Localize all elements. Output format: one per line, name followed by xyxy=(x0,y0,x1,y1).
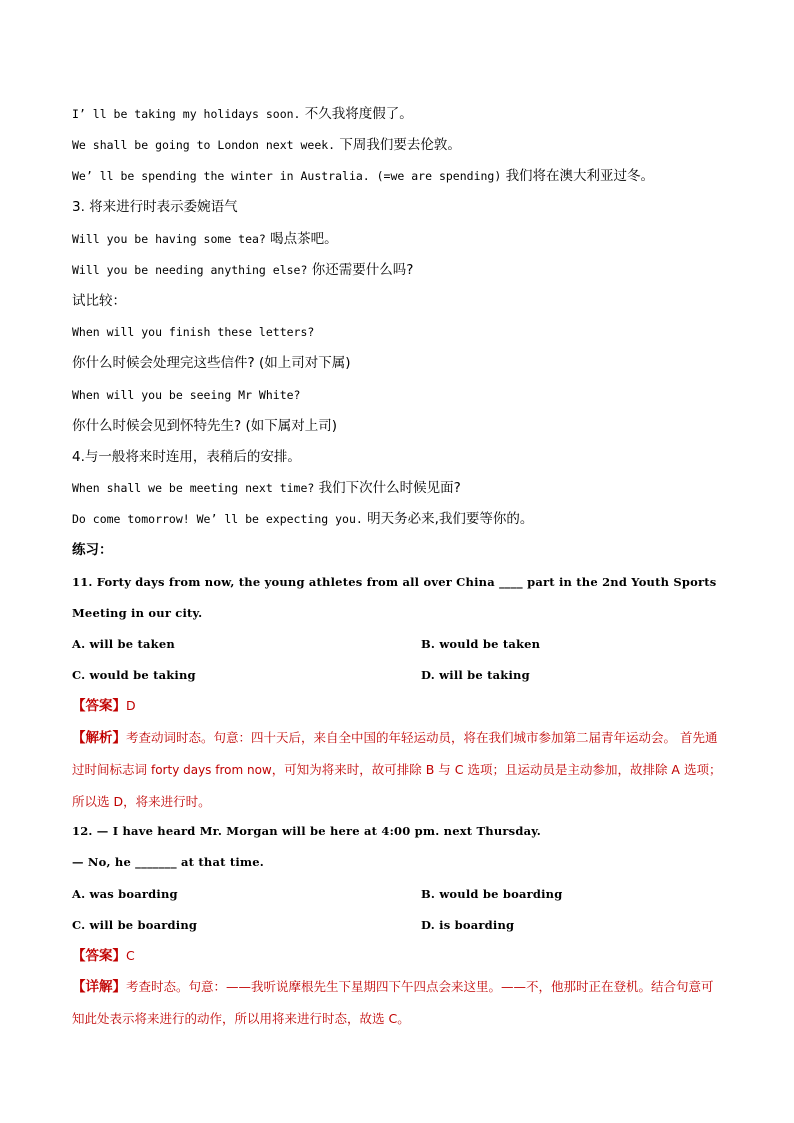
option-c: C. would be taking xyxy=(72,668,196,682)
example-needing: Will you be needing anything else? 你还需要什么吗? xyxy=(72,262,414,278)
example-australia: We’ ll be spending the winter in Australia. (=we are spending) 我们将在澳大利亚过冬。 xyxy=(72,168,655,184)
question-12-stem: 12. — I have heard Mr. Morgan will be here at 4:00 pm. next Thursday. xyxy=(72,824,541,838)
question-12-options-ab xyxy=(72,884,724,904)
example-holidays: I’ ll be taking my holidays soon. 不久我将度假了。 xyxy=(72,106,413,122)
question-11-options-ab xyxy=(72,634,724,654)
question-12-explanation: 【详解】考查时态。句意：——我听说摩根先生下星期四下午四点会来这里。——不，他那时正在登机。结合句意可知此处表示将来进行的动作，所以用将来进行时态，故选 C。 xyxy=(72,979,714,1026)
question-12-options-cd xyxy=(72,915,724,935)
example-expecting: Do come tomorrow! We’ ll be expecting you. 明天务必来,我们要等你的。 xyxy=(72,511,534,527)
option-b: B. would be taken xyxy=(421,637,541,651)
example-mr-white-translation: 你什么时候会见到怀特先生? (如下属对上司) xyxy=(72,418,337,434)
question-11-options-cd xyxy=(72,665,724,685)
example-letters: When will you finish these letters? xyxy=(72,325,315,339)
question-11-stem-cont: Meeting in our city. xyxy=(72,606,203,620)
example-mr-white: When will you be seeing Mr White? xyxy=(72,388,301,402)
example-meeting: When shall we be meeting next time? 我们下次什么时候见面? xyxy=(72,480,461,496)
question-11-explanation: 【解析】考查动词时态。句意：四十天后，来自全中国的年轻运动员，将在我们城市参加第二届青年运动会。 首先通过时间标志词 forty days from now，可知为将来时，故可排除 B 与 C 选项；且运动员是主动参加，故排除 A 选项；所以选 D，将来进行时。 xyxy=(72,730,722,809)
option-b: B. would be boarding xyxy=(421,887,563,901)
option-d: D. will be taking xyxy=(421,668,530,682)
question-11-answer: 【答案】D xyxy=(72,698,136,714)
heading-4: 4.与一般将来时连用，表稍后的安排。 xyxy=(72,449,301,465)
practice-heading: 练习： xyxy=(72,542,113,558)
compare-label: 试比较： xyxy=(72,293,126,309)
option-d: D. is boarding xyxy=(421,918,515,932)
example-london: We shall be going to London next week. 下周我们要去伦敦。 xyxy=(72,137,461,153)
option-a: A. will be taken xyxy=(72,637,175,651)
question-12-stem-cont: — No, he _______ at that time. xyxy=(72,855,265,869)
option-c: C. will be boarding xyxy=(72,918,198,932)
option-a: A. was boarding xyxy=(72,887,178,901)
example-tea: Will you be having some tea? 喝点茶吧。 xyxy=(72,231,338,247)
question-11-stem: 11. Forty days from now, the young athletes from all over China ____ part in the 2nd Youth Sports xyxy=(72,575,717,589)
example-letters-translation: 你什么时候会处理完这些信件? (如上司对下属) xyxy=(72,355,351,371)
question-12-answer: 【答案】C xyxy=(72,948,135,964)
heading-3: 3. 将来进行时表示委婉语气 xyxy=(72,199,238,215)
